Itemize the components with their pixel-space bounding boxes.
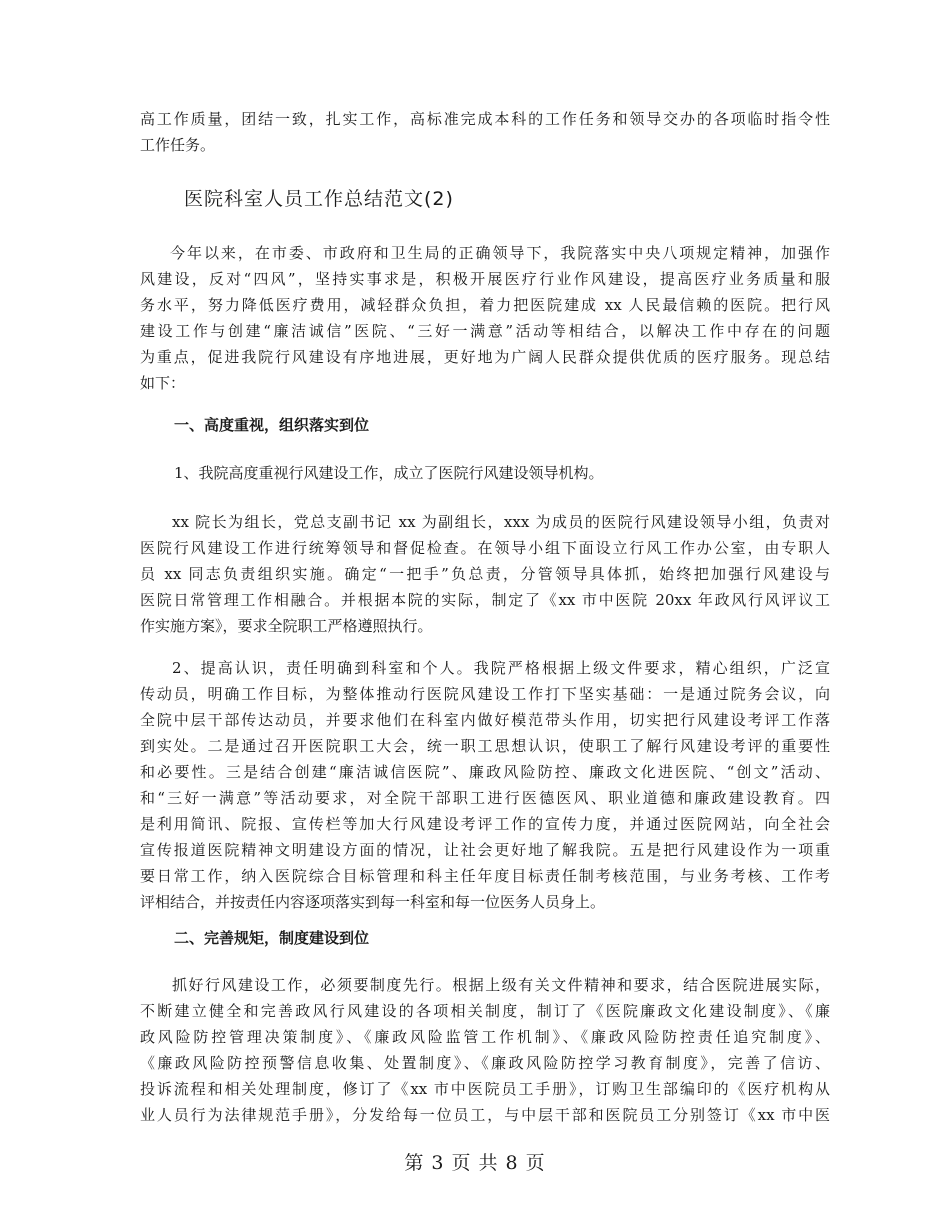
text-line: 为重点，促进我院行风建设有序地进展，更好地为广阔人民群众提供优质的医疗服务。现总结 [140,348,830,366]
heading-text: 二、完善规矩，制度建设到位 [174,929,370,947]
text-line: 医院日常管理工作相融合。并根据本院的实际，制定了《xx 市中医院 20xx 年政风行风评议工 [140,591,830,609]
text-line: 业人员行为法律规范手册》，分发给每一位员工，与中层干部和医院员工分别签订《xx 市中医 [140,1106,830,1124]
text-line: 风建设，反对“四风”，坚持实事求是，积极开展医疗行业作风建设，提高医疗业务质量和服 [140,270,830,288]
text-line: 传动员，明确工作目标，为整体推动行医院风建设工作打下坚实基础：一是通过院务会议，向 [140,685,830,703]
text-line: 1、我院高度重视行风建设工作，成立了医院行风建设领导机构。 [174,464,604,482]
section-heading-1 [140,412,830,438]
text-line: 要日常工作，纳入医院综合目标管理和科主任年度目标责任制考核范围，与业务考核、工作考 [140,867,830,885]
text-line: 今年以来，在市委、市政府和卫生局的正确领导下，我院落实中央八项规定精神，加强作 [170,244,830,262]
text-line: 务水平，努力降低医疗费用，减轻群众负担，着力把医院建成 xx 人民最信赖的医院。把行风 [140,296,830,314]
text-line: 和必要性。三是结合创建“廉洁诚信医院”、廉政风险防控、廉政文化进医院、“创文”活动、 [140,763,830,781]
text-line: 如下： [140,374,186,392]
text-line: 评相结合，并按责任内容逐项落实到每一科室和每一位医务人员身上。 [140,893,606,911]
paragraph-leaders [140,509,830,639]
text-line: 投诉流程和相关处理制度，修订了《xx 市中医院员工手册》，订购卫生部编印的《医疗机构从 [140,1080,830,1098]
paragraph-item-2 [140,655,830,915]
paragraph-intro [140,240,830,396]
page-number-footer: 第 3 页 共 8 页 [404,1152,546,1174]
text-line: 到实处。二是通过召开医院职工大会，统一职工思想认识，使职工了解行风建设考评的重要性 [140,737,830,755]
text-line: 高工作质量，团结一致，扎实工作，高标准完成本科的工作任务和领导交办的各项临时指令性 [140,110,830,128]
text-line: 作实施方案》，要求全院职工严格遵照执行。 [140,617,433,635]
heading-text: 一、高度重视，组织落实到位 [174,416,370,434]
text-line: 工作任务。 [140,136,216,154]
text-line: 2、提高认识，责任明确到科室和个人。我院严格根据上级文件要求，精心组织，广泛宣 [172,659,830,677]
text-line: 政风险防控管理决策制度》、《廉政风险监管工作机制》、《廉政风险防控责任追究制度》、 [140,1028,830,1046]
intro-fragment [140,106,830,158]
text-line: 全院中层干部传达动员，并要求他们在科室内做好模范带头作用，切实把行风建设考评工作落 [140,711,830,729]
item-1 [140,460,830,486]
text-line: xx 院长为组长，党总支副书记 xx 为副组长，xxx 为成员的医院行风建设领导小组，负责对 [172,513,830,531]
text-line: 医院行风建设工作进行统筹领导和督促检查。在领导小组下面设立行风工作办公室，由专职人 [140,539,830,557]
document-title: 医院科室人员工作总结范文(2) [184,188,454,210]
text-line: 不断建立健全和完善政风行风建设的各项相关制度，制订了《医院廉政文化建设制度》、《廉 [140,1002,830,1020]
text-line: 抓好行风建设工作，必须要制度先行。根据上级有关文件精神和要求，结合医院进展实际， [172,976,830,994]
text-line: 和“三好一满意”等活动要求，对全院干部职工进行医德医风、职业道德和廉政建设教育。四 [140,789,830,807]
text-line: 宣传报道医院精神文明建设方面的情况，让社会更好地了解我院。五是把行风建设作为一项重 [140,841,830,859]
paragraph-rules [140,972,830,1128]
text-line: 建设工作与创建“廉洁诚信”医院、“三好一满意”活动等相结合，以解决工作中存在的问题 [140,322,830,340]
text-line: 员 xx 同志负责组织实施。确定“一把手”负总责，分管领导具体抓，始终把加强行风建设与 [140,565,830,583]
text-line: 《廉政风险防控预警信息收集、处置制度》、《廉政风险防控学习教育制度》，完善了信访、 [140,1054,830,1072]
text-line: 是利用简讯、院报、宣传栏等加大行风建设考评工作的宣传力度，并通过医院网站，向全社会 [140,815,830,833]
section-heading-2 [140,925,830,951]
